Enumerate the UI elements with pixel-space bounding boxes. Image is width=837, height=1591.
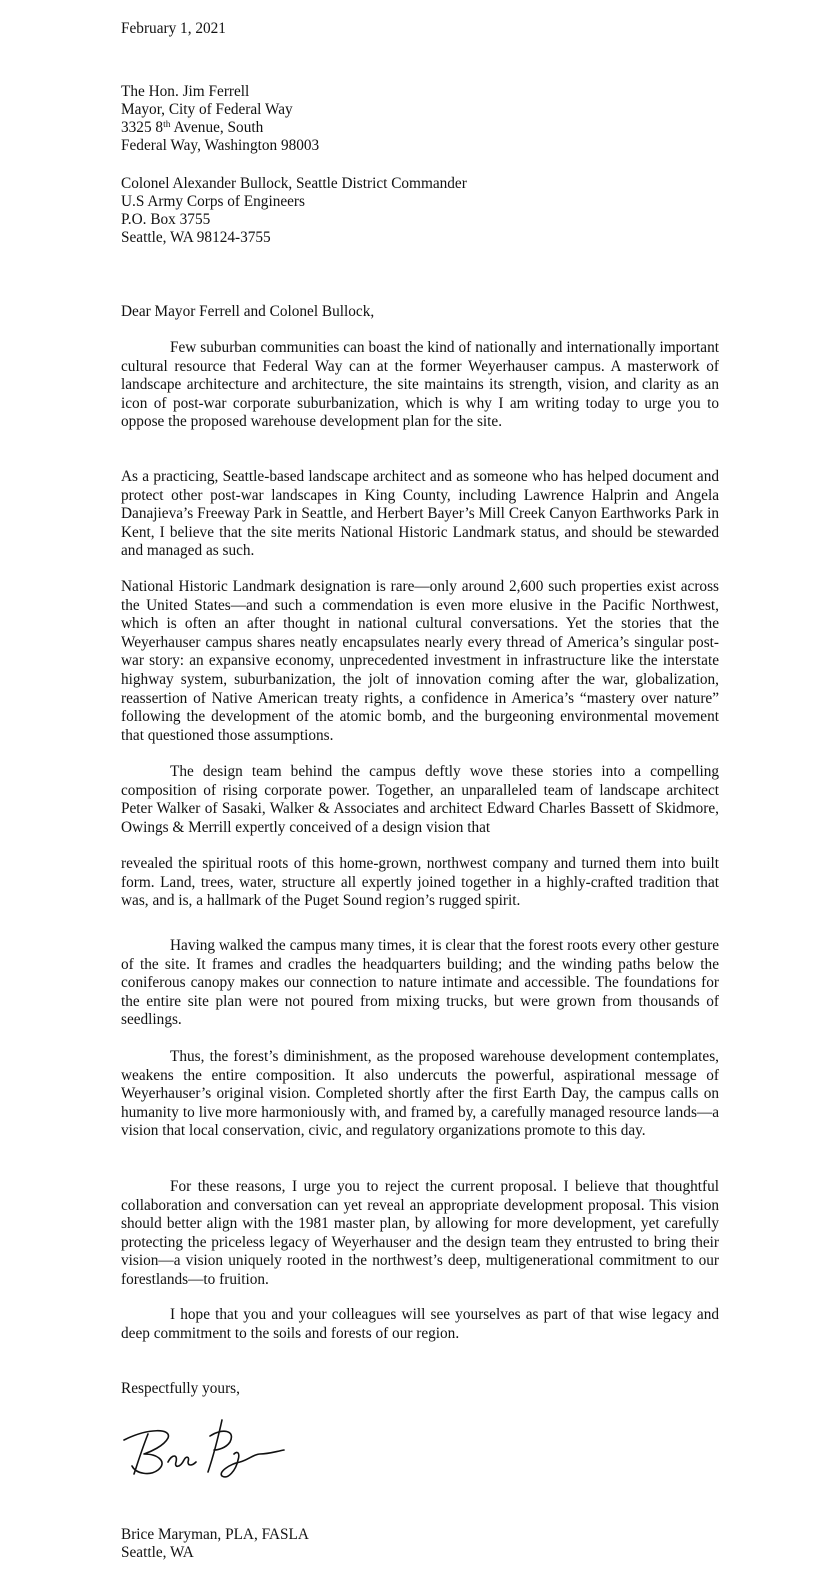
recipient-1-name: The Hon. Jim Ferrell [121, 83, 250, 100]
recipient-2-city: Seattle, WA 98124-3755 [121, 229, 271, 246]
recipient-2-box: P.O. Box 3755 [121, 211, 211, 228]
body-paragraph-2: As a practicing, Seattle-based landscape architect and as someone who has helped document and protect other post-war landscapes in King County, including Lawrence Halprin and Angela Danajieva’s Freeway Park in Seattle, and Herbert Bayer’s Mill Creek Canyon Earthworks Park in Kent, I believe that the site merits National Historic Landmark status, and should be stewarded and managed as such. [121, 468, 719, 560]
body-paragraph-5: revealed the spiritual roots of this home-grown, northwest company and turned them into built form. Land, trees, water, structure all expertly joined together in a highly-crafted tradition that was, and is, a hallmark of the Puget Sound region’s rugged spirit. [121, 855, 719, 910]
signer-name: Brice Maryman, PLA, FASLA [121, 1526, 309, 1543]
recipient-1-street-ordinal: th [163, 120, 171, 130]
closing: Respectfully yours, [121, 1380, 240, 1397]
body-paragraph-1: Few suburban communities can boast the kind of nationally and internationally important cultural resource that Federal Way can at the former Weyerhauser campus. A masterwork of landscape architecture and architecture, the site maintains its strength, vision, and clarity as an icon of post-war corporate suburbanization, which is why I am writing today to urge you to oppose the proposed warehouse development plan for the site. [121, 339, 719, 431]
signer-location: Seattle, WA [121, 1544, 194, 1561]
body-paragraph-3: National Historic Landmark designation is rare—only around 2,600 such properties exist across the United States—and such a commendation is even more elusive in the Pacific Northwest, which is often an after thought in national cultural conversations. Yet the stories that the Weyerhauser campus shares neatly encapsulates nearly every thread of America’s singular post-war story: an expansive economy, unprecedented investment in infrastructure like the interstate highway system, suburbanization, the jolt of innovation coming after the war, globalization, reassertion of Native American treaty rights, a confidence in America’s “mastery over nature” following the development of the atomic bomb, and the burgeoning environmental movement that questioned those assumptions. [121, 578, 719, 744]
signature [118, 1414, 288, 1484]
salutation: Dear Mayor Ferrell and Colonel Bullock, [121, 303, 375, 320]
letter-date: February 1, 2021 [121, 20, 226, 37]
recipient-1-title: Mayor, City of Federal Way [121, 101, 293, 118]
body-paragraph-6: Having walked the campus many times, it is clear that the forest roots every other gesture of the site. It frames and cradles the headquarters building; and the winding paths below the coniferous canopy makes our connection to nature intimate and accessible. The foundations for the entire site plan were not poured from mixing trucks, but were grown from thousands of seedlings. [121, 937, 719, 1029]
body-paragraph-4: The design team behind the campus deftly wove these stories into a compelling composition of rising corporate power. Together, an unparalleled team of landscape architect Peter Walker of Sasaki, Walker & Associates and architect Edward Charles Bassett of Skidmore, Owings & Merrill expertly conceived of a design vision that [121, 763, 719, 836]
recipient-2-name: Colonel Alexander Bullock, Seattle District Commander [121, 175, 467, 192]
recipient-2-org: U.S Army Corps of Engineers [121, 193, 305, 210]
recipient-1-street-number: 3325 8 [121, 119, 164, 136]
recipient-1-street [121, 119, 263, 138]
body-paragraph-8: For these reasons, I urge you to reject the current proposal. I believe that thoughtful collaboration and conversation can yet reveal an appropriate development proposal. This vision should better align with the 1981 master plan, by allowing for more development, yet carefully protecting the priceless legacy of Weyerhauser and the design team they entrusted to bring their vision—a vision uniquely rooted in the northwest’s deep, multigenerational commitment to our forestlands—to fruition. [121, 1178, 719, 1288]
body-paragraph-9: I hope that you and your colleagues will see yourselves as part of that wise legacy and deep commitment to the soils and forests of our region. [121, 1306, 719, 1342]
recipient-1-street-name: Avenue, South [170, 119, 264, 136]
body-paragraph-7: Thus, the forest’s diminishment, as the proposed warehouse development contemplates, weakens the entire composition. It also undercuts the powerful, aspirational message of Weyerhauser’s original vision. Completed shortly after the first Earth Day, the campus calls on humanity to live more harmoniously with, and framed by, a carefully managed resource lands—a vision that local conservation, civic, and regulatory organizations promote to this day. [121, 1048, 719, 1140]
recipient-1-city: Federal Way, Washington 98003 [121, 137, 320, 154]
